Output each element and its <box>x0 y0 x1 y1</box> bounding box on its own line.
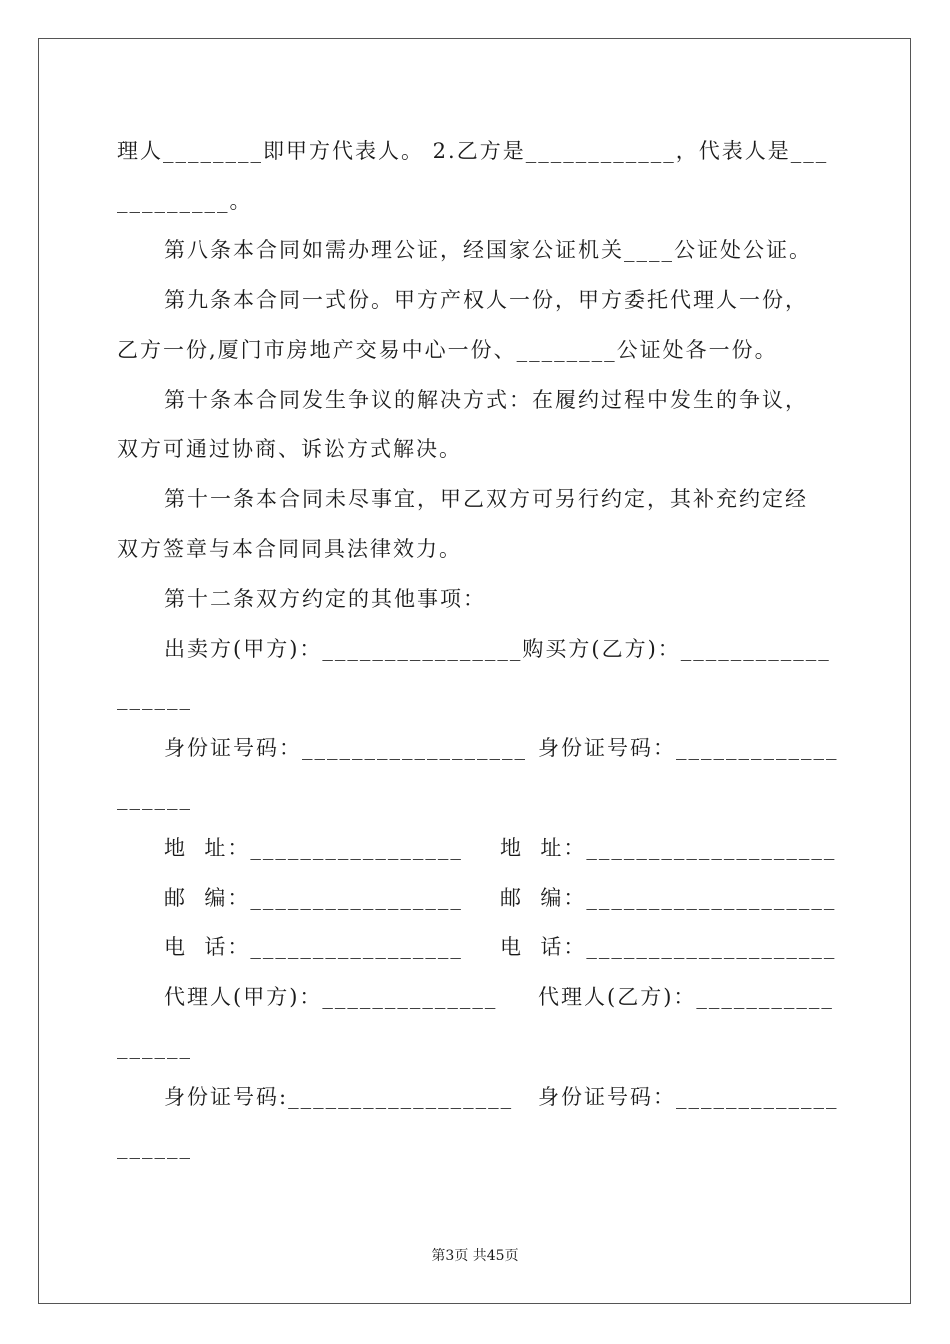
buyer-address-field: 地 址：____________________ <box>500 836 837 860</box>
text-line: 理人________即甲方代表人。 2.乙方是____________，代表人是___ <box>117 139 829 163</box>
buyer-agent-field: 代理人(乙方)：___________ <box>538 985 834 1009</box>
seller-buyer-line: 出卖方(甲方)：________________购买方(乙方)：____________ <box>164 637 831 661</box>
text-line: _________。 <box>117 189 253 213</box>
buyer-phone-field: 电 话：____________________ <box>500 935 837 959</box>
text-line: 双方可通过协商、诉讼方式解决。 <box>117 437 462 461</box>
seller-agent-id-field: 身份证号码:__________________ <box>164 1085 514 1109</box>
seller-address-field: 地 址：_________________ <box>164 836 463 860</box>
article-12: 第十二条双方约定的其他事项： <box>164 587 486 611</box>
text-line: 双方签章与本合同同具法律效力。 <box>117 537 462 561</box>
article-10: 第十条本合同发生争议的解决方式：在履约过程中发生的争议， <box>164 388 808 412</box>
seller-id-field: 身份证号码：__________________ <box>164 736 527 760</box>
seller-postcode-field: 邮 编：_________________ <box>164 886 463 910</box>
article-11: 第十一条本合同未尽事宜，甲乙双方可另行约定，其补充约定经 <box>164 487 808 511</box>
article-9: 第九条本合同一式份。甲方产权人一份，甲方委托代理人一份， <box>164 288 808 312</box>
buyer-id-field: 身份证号码：_____________ <box>538 736 839 760</box>
page-border <box>38 38 911 1304</box>
seller-agent-field: 代理人(甲方)：______________ <box>164 985 498 1009</box>
blank-continuation: ______ <box>117 786 192 810</box>
seller-phone-field: 电 话：_________________ <box>164 935 463 959</box>
blank-continuation: ______ <box>117 1035 192 1059</box>
article-8: 第八条本合同如需办理公证，经国家公证机关____公证处公证。 <box>164 238 812 262</box>
buyer-postcode-field: 邮 编：____________________ <box>500 886 837 910</box>
page-footer: 第3页 共45页 <box>431 1248 519 1264</box>
blank-continuation: ______ <box>117 1135 192 1159</box>
buyer-agent-id-field: 身份证号码：_____________ <box>538 1085 839 1109</box>
blank-continuation: ______ <box>117 686 192 710</box>
text-line: 乙方一份,厦门市房地产交易中心一份、________公证处各一份。 <box>117 338 778 362</box>
